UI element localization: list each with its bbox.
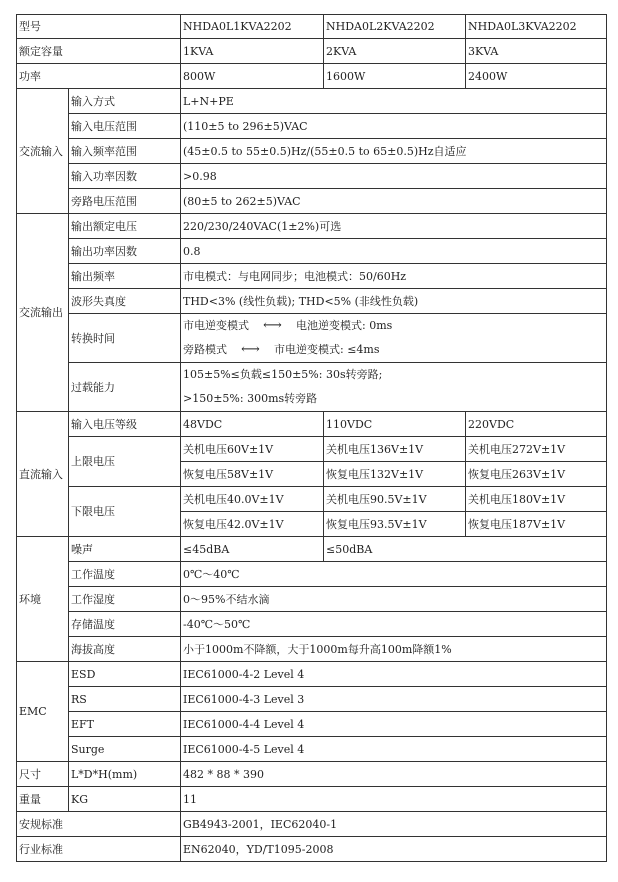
dc-input-group: 直流输入 <box>17 412 69 537</box>
ac-input-label: 输入功率因数 <box>69 164 181 189</box>
environment-value: 0～95%不结水滴 <box>181 587 607 612</box>
ac-input-value: L+N+PE <box>181 89 607 114</box>
safety-label: 安规标准 <box>17 812 181 837</box>
emc-label: EFT <box>69 712 181 737</box>
industry-row <box>17 837 607 862</box>
ac-output-row <box>17 289 607 314</box>
ac-output-row <box>17 264 607 289</box>
ac-output-value: 市电模式：与电网同步；电池模式：50/60Hz <box>181 264 607 289</box>
transfer-mode-d: 市电逆变模式: ≤4ms <box>274 343 380 356</box>
power-3: 2400W <box>466 64 607 89</box>
model-2: NHDA0L2KVA2202 <box>324 15 466 39</box>
emc-value: IEC61000-4-2 Level 4 <box>181 662 607 687</box>
ac-output-row <box>17 214 607 239</box>
upper-recover-1: 恢复电压58V±1V <box>181 462 324 487</box>
environment-label: 工作湿度 <box>69 587 181 612</box>
lower-shutdown-3: 关机电压180V±1V <box>466 487 607 512</box>
ac-output-label: 波形失真度 <box>69 289 181 314</box>
lower-recover-1: 恢复电压42.0V±1V <box>181 512 324 537</box>
ac-input-group: 交流输入 <box>17 89 69 214</box>
transfer-time-label: 转换时间 <box>69 314 181 363</box>
transfer-mode-c: 旁路模式 <box>183 343 227 356</box>
upper-recover-3: 恢复电压263V±1V <box>466 462 607 487</box>
overload-line-1: 105±5%≤负载≤150±5%: 30s转旁路; <box>183 368 383 381</box>
emc-value: IEC61000-4-5 Level 4 <box>181 737 607 762</box>
ac-input-row <box>17 189 607 214</box>
size-label: 尺寸 <box>17 762 69 787</box>
ac-output-value: 220/230/240VAC(1±2%)可选 <box>181 214 607 239</box>
lower-recover-3: 恢复电压187V±1V <box>466 512 607 537</box>
ac-input-row <box>17 164 607 189</box>
overload-label: 过载能力 <box>69 363 181 412</box>
double-arrow-icon: ⟷ <box>241 342 260 357</box>
ac-input-value: >0.98 <box>181 164 607 189</box>
spec-table <box>16 14 607 862</box>
emc-value: IEC61000-4-3 Level 3 <box>181 687 607 712</box>
emc-row <box>17 712 607 737</box>
lower-recover-2: 恢复电压93.5V±1V <box>324 512 466 537</box>
dc-level-1: 48VDC <box>181 412 324 437</box>
dc-input-row <box>17 412 607 437</box>
size-row <box>17 762 607 787</box>
double-arrow-icon: ⟷ <box>263 318 282 333</box>
ac-output-label: 输出额定电压 <box>69 214 181 239</box>
weight-value: 11 <box>181 787 607 812</box>
transfer-time-value <box>181 314 607 363</box>
model-1: NHDA0L1KVA2202 <box>181 15 324 39</box>
capacity-3: 3KVA <box>466 39 607 64</box>
environment-row <box>17 537 607 562</box>
noise-label: 噪声 <box>69 537 181 562</box>
transfer-line-2 <box>183 338 604 362</box>
ac-input-value: (80±5 to 262±5)VAC <box>181 189 607 214</box>
ac-output-value: 0.8 <box>181 239 607 264</box>
emc-label: ESD <box>69 662 181 687</box>
ac-input-label: 输入电压范围 <box>69 114 181 139</box>
environment-row <box>17 612 607 637</box>
emc-row <box>17 737 607 762</box>
upper-shutdown-2: 关机电压136V±1V <box>324 437 466 462</box>
transfer-mode-b: 电池逆变模式: 0ms <box>296 319 393 332</box>
dc-level-label: 输入电压等级 <box>69 412 181 437</box>
environment-group: 环境 <box>17 537 69 662</box>
environment-value: -40℃～50℃ <box>181 612 607 637</box>
lower-voltage-label: 下限电压 <box>69 487 181 537</box>
overload-value <box>181 363 607 412</box>
size-unit: L*D*H(mm) <box>69 762 181 787</box>
overload-line-2: >150±5%: 300ms转旁路 <box>183 392 318 405</box>
industry-value: EN62040，YD/T1095-2008 <box>181 837 607 862</box>
capacity-row <box>17 39 607 64</box>
ac-input-row <box>17 114 607 139</box>
transfer-line-1 <box>183 314 604 338</box>
capacity-2: 2KVA <box>324 39 466 64</box>
dc-input-row <box>17 487 607 512</box>
emc-row <box>17 687 607 712</box>
emc-group: EMC <box>17 662 69 762</box>
dc-input-row <box>17 437 607 462</box>
environment-value: 小于1000m不降额，大于1000m每升高100m降额1% <box>181 637 607 662</box>
noise-value-1: ≤45dBA <box>181 537 324 562</box>
power-2: 1600W <box>324 64 466 89</box>
environment-label: 工作温度 <box>69 562 181 587</box>
ac-output-row <box>17 239 607 264</box>
model-label: 型号 <box>17 15 181 39</box>
size-value: 482 * 88 * 390 <box>181 762 607 787</box>
ac-output-row <box>17 363 607 412</box>
dc-level-2: 110VDC <box>324 412 466 437</box>
power-1: 800W <box>181 64 324 89</box>
ac-input-label: 输入方式 <box>69 89 181 114</box>
ac-input-row <box>17 139 607 164</box>
power-label: 功率 <box>17 64 181 89</box>
safety-value: GB4943-2001，IEC62040-1 <box>181 812 607 837</box>
emc-label: RS <box>69 687 181 712</box>
weight-unit: KG <box>69 787 181 812</box>
industry-label: 行业标准 <box>17 837 181 862</box>
ac-input-value: (45±0.5 to 55±0.5)Hz/(55±0.5 to 65±0.5)Hz自适应 <box>181 139 607 164</box>
upper-shutdown-1: 关机电压60V±1V <box>181 437 324 462</box>
lower-shutdown-1: 关机电压40.0V±1V <box>181 487 324 512</box>
noise-value-2: ≤50dBA <box>324 537 607 562</box>
ac-input-value: (110±5 to 296±5)VAC <box>181 114 607 139</box>
environment-label: 存储温度 <box>69 612 181 637</box>
emc-value: IEC61000-4-4 Level 4 <box>181 712 607 737</box>
weight-row <box>17 787 607 812</box>
capacity-label: 额定容量 <box>17 39 181 64</box>
environment-row <box>17 637 607 662</box>
upper-recover-2: 恢复电压132V±1V <box>324 462 466 487</box>
lower-shutdown-2: 关机电压90.5V±1V <box>324 487 466 512</box>
dc-level-3: 220VDC <box>466 412 607 437</box>
upper-shutdown-3: 关机电压272V±1V <box>466 437 607 462</box>
environment-row <box>17 587 607 612</box>
environment-value: 0℃～40℃ <box>181 562 607 587</box>
ac-output-row <box>17 314 607 363</box>
environment-row <box>17 562 607 587</box>
model-3: NHDA0L3KVA2202 <box>466 15 607 39</box>
capacity-1: 1KVA <box>181 39 324 64</box>
ac-output-value: THD<3% (线性负载); THD<5% (非线性负载) <box>181 289 607 314</box>
emc-label: Surge <box>69 737 181 762</box>
power-row <box>17 64 607 89</box>
ac-output-label: 输出功率因数 <box>69 239 181 264</box>
ac-input-label: 输入频率范围 <box>69 139 181 164</box>
ac-input-row <box>17 89 607 114</box>
ac-output-group: 交流输出 <box>17 214 69 412</box>
upper-voltage-label: 上限电压 <box>69 437 181 487</box>
ac-input-label: 旁路电压范围 <box>69 189 181 214</box>
emc-row <box>17 662 607 687</box>
environment-label: 海拔高度 <box>69 637 181 662</box>
ac-output-label: 输出频率 <box>69 264 181 289</box>
model-row <box>17 15 607 39</box>
transfer-mode-a: 市电逆变模式 <box>183 319 249 332</box>
weight-label: 重量 <box>17 787 69 812</box>
safety-row <box>17 812 607 837</box>
